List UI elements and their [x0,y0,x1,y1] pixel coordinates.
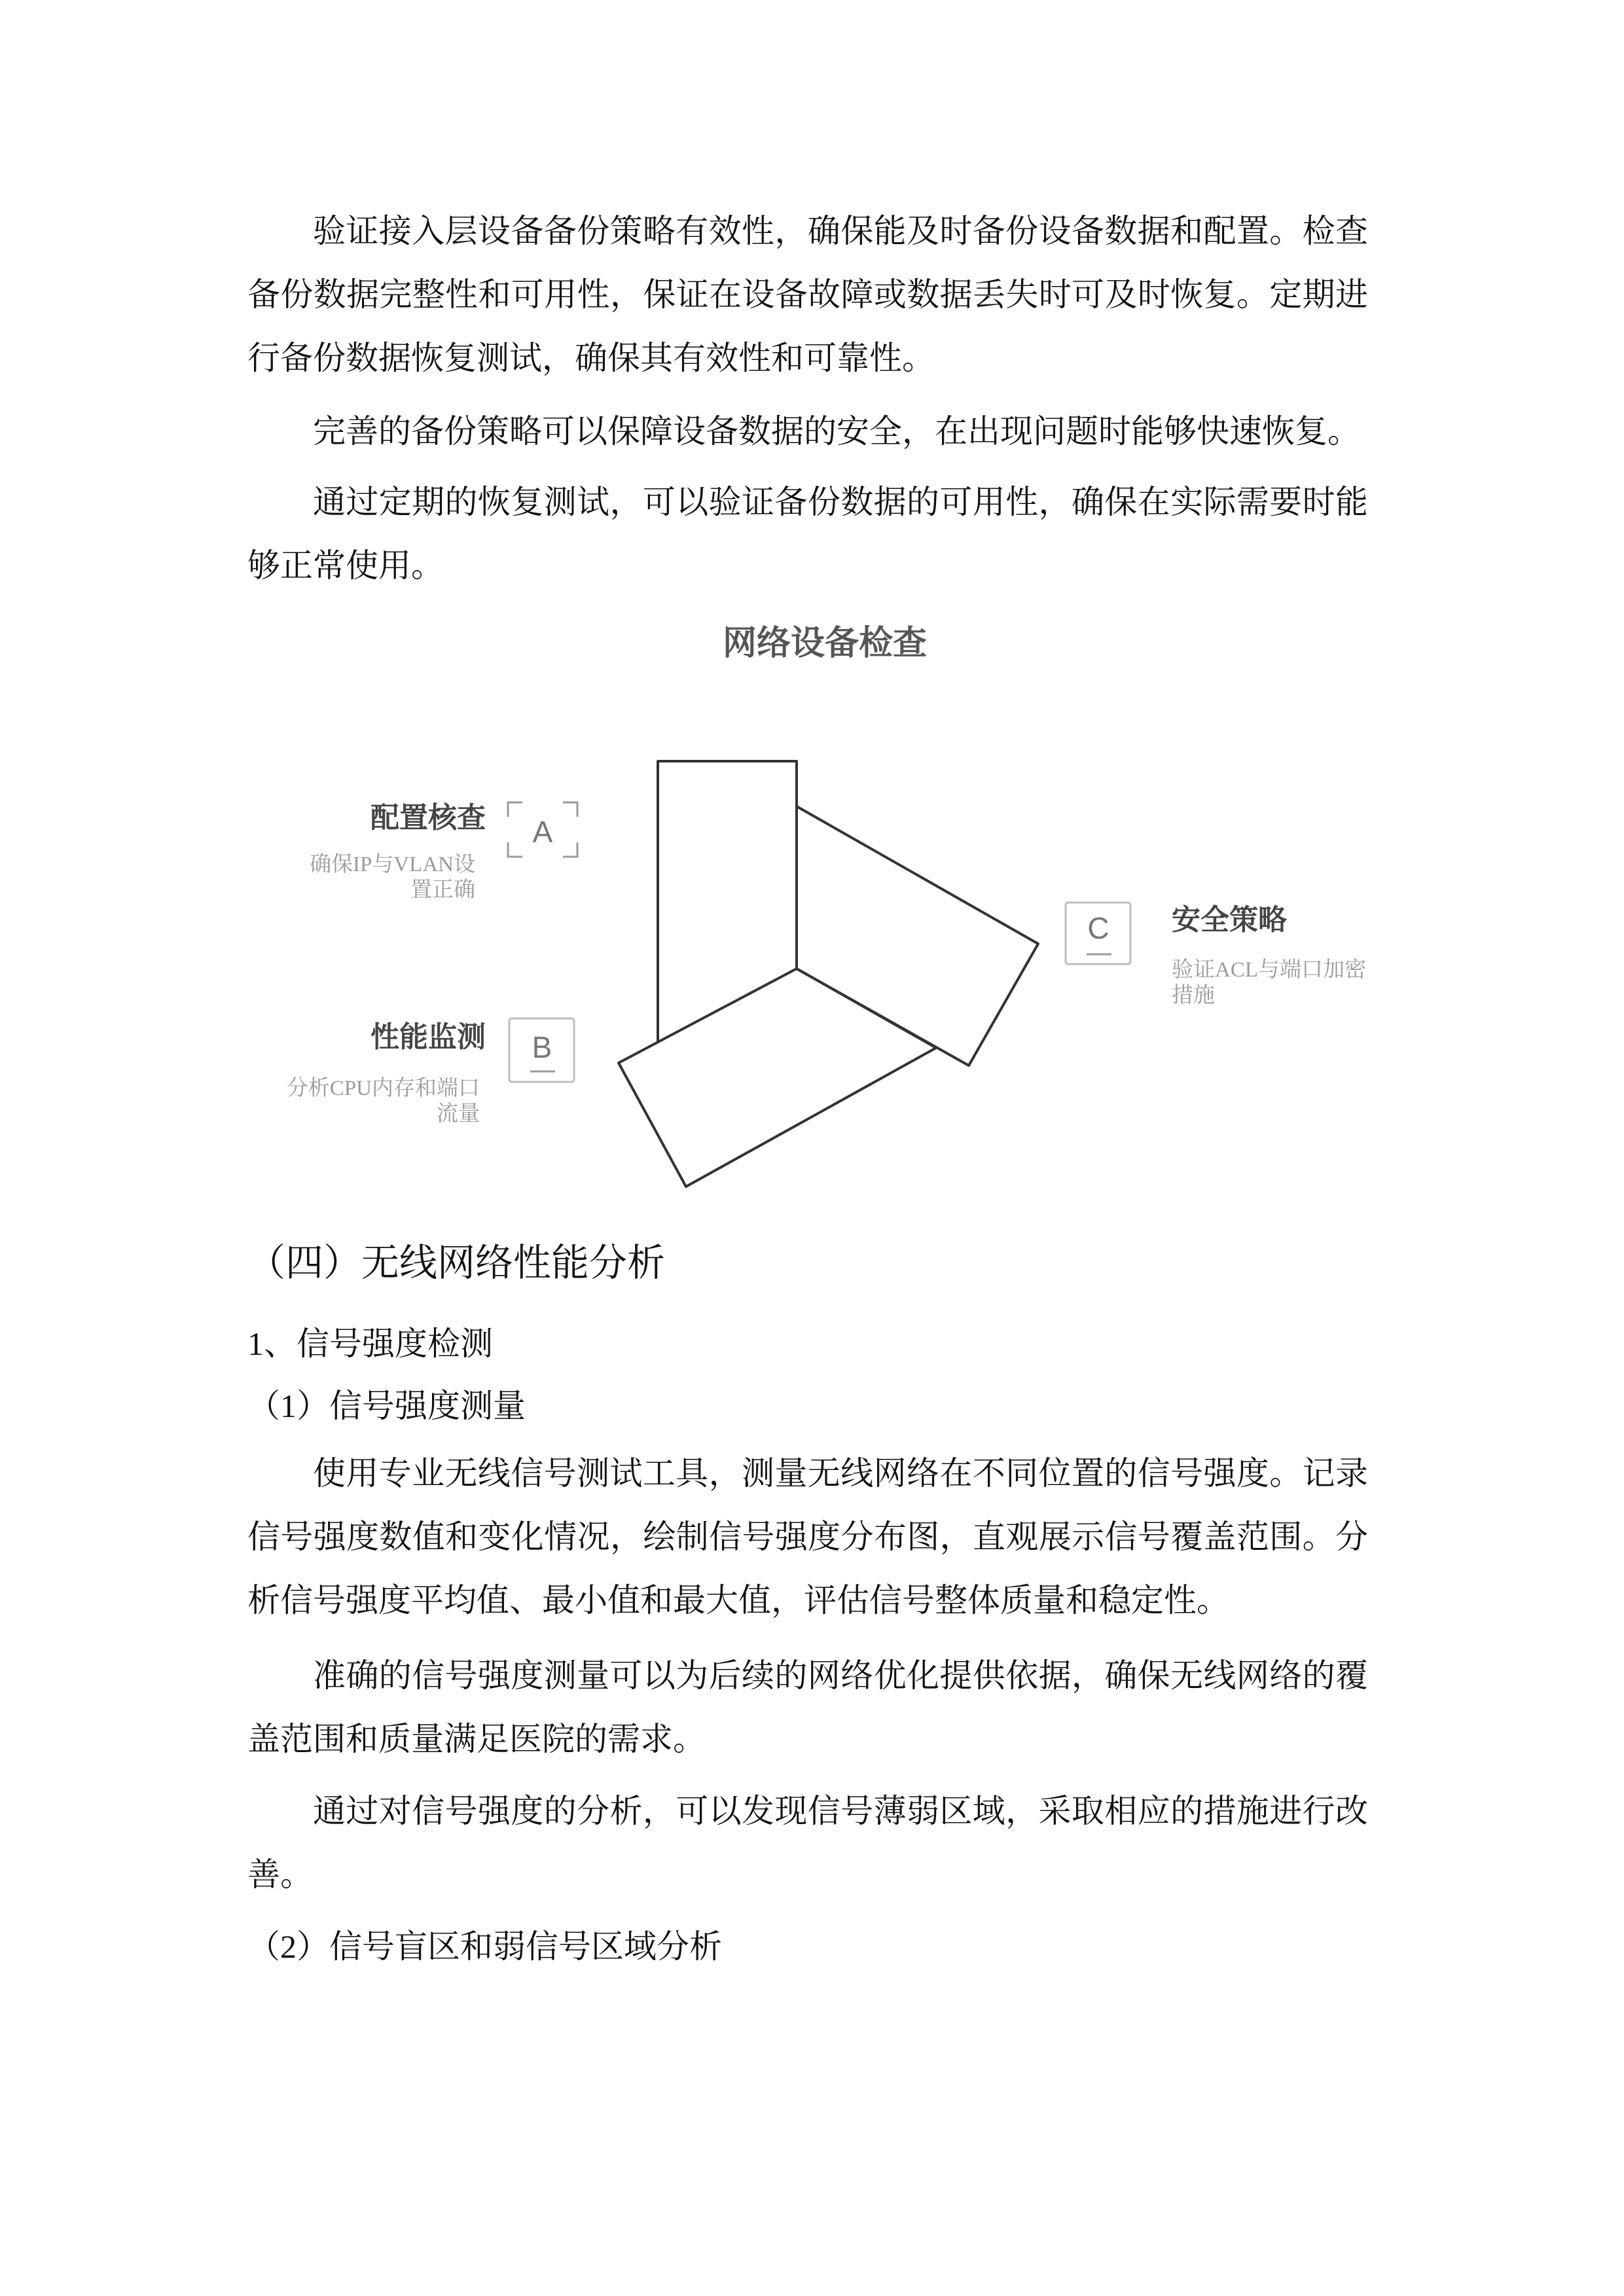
desc-performance-monitor [218,1076,480,1127]
desc-config-check [213,852,475,903]
label-security-policy: 安全策略 [1172,904,1287,936]
desc-security-policy-line-1: 验证ACL与端口加密 [1172,958,1366,982]
subsubheading-blind-spot-analysis: （2）信号盲区和弱信号区域分析 [247,1928,722,1965]
paragraph-measurement-basis: 准确的信号强度测量可以为后续的网络优化提供依据，确保无线网络的覆盖范围和质量满足医院的需求。 [247,1657,1368,1757]
diagram-title: 网络设备检查 [722,624,927,662]
box-c-letter: C [1087,911,1110,945]
desc-security-policy [1172,958,1434,1009]
paragraph-backup-strategy: 完善的备份策略可以保障设备数据的安全，在出现问题时能够快速恢复。 [313,413,1360,450]
diagram-panel-lower [619,969,936,1187]
desc-performance-monitor-line-1: 分析CPU内存和端口 [286,1077,480,1100]
paragraph-backup-verification: 验证接入层设备备份策略有效性，确保能及时备份设备数据和配置。检查备份数据完整性和可用性，保证在设备故障或数据丢失时可及时恢复。定期进行备份数据恢复测试，确保其有效性和可靠性。 [247,213,1368,376]
desc-performance-monitor-line-2: 流量 [437,1102,480,1126]
section-heading: （四）无线网络性能分析 [247,1242,666,1284]
diagram-panel-right [797,806,1038,1066]
paragraph-recovery-test: 通过定期的恢复测试，可以验证备份数据的可用性，确保在实际需要时能够正常使用。 [247,484,1368,584]
paragraph-weak-area-improvement: 通过对信号强度的分析，可以发现信号薄弱区域，采取相应的措施进行改善。 [247,1793,1368,1893]
subsubheading-signal-measurement: （1）信号强度测量 [247,1388,526,1424]
box-b-letter: B [532,1030,552,1064]
box-a-letter: A [532,815,553,849]
desc-security-policy-line-2: 措施 [1172,984,1215,1007]
subheading-signal-strength: 1、信号强度检测 [247,1325,493,1362]
paragraph-signal-measurement: 使用专业无线信号测试工具，测量无线网络在不同位置的信号强度。记录信号强度数值和变化情况，绘制信号强度分布图，直观展示信号覆盖范围。分析信号强度平均值、最小值和最大值，评估信号整体质量和稳定性。 [247,1455,1368,1619]
diagram-panel-vertical [658,761,797,1042]
label-performance-monitor: 性能监测 [370,1021,486,1053]
label-config-check: 配置核查 [370,802,486,834]
desc-config-check-line-2: 置正确 [410,878,475,902]
desc-config-check-line-1: 确保IP与VLAN设 [310,853,475,876]
